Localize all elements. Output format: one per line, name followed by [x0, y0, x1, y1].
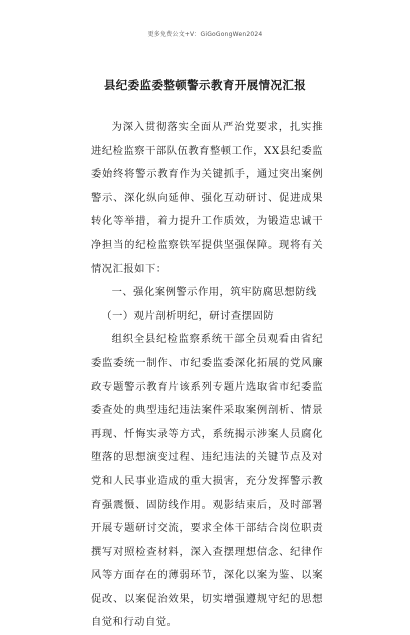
body-paragraph: 组织全县纪检监察系统干部全员观看由省纪委监委统一制作、市纪委监委深化拓展的党风廉政专题警示教育片该系列专题片选取省市纪委监委查处的典型违纪违法案件采取案例剖析、情景再现、忏悔实录等方式，系统揭示涉案人员腐化堕落的思想演变过程、违纪违法的关键节点及对党和人民事业造成的重大损害，充分发挥警示教育强震慑、固防线作用。观影结束后，及时部署开展专题研讨交流，要求全体干部结合岗位职责撰写对照检查材料，深入查摆理想信念、纪律作风等方面存在的薄弱环节，深化以案为鉴、以案促改、以案促治效果，切实增强遵规守纪的思想自觉和行动自觉。: [91, 333, 323, 629]
document-body: [91, 116, 323, 635]
header-note: 更多免费公文+V：GiGoGongWen2024: [147, 31, 263, 38]
document-title: 县纪委监委整顿警示教育开展情况汇报: [103, 78, 307, 92]
section-heading: 一、强化案例警示作用，筑牢防腐思想防线: [111, 286, 317, 299]
subsection-heading: （一）观片剖析明纪，研讨查摆固防: [101, 309, 275, 322]
intro-paragraph: 为深入贯彻落实全面从严治党要求，扎实推进纪检监察干部队伍教育整顿工作，XX县纪委监委始终将警示教育作为关键抓手，通过突出案例警示、深化纵向延伸、强化互动研讨、促进成果转化等举措，着力提升工作质效，为锻造忠诚干净担当的纪检监察铁军提供坚强保障。现将有关情况汇报如下：: [91, 121, 323, 275]
